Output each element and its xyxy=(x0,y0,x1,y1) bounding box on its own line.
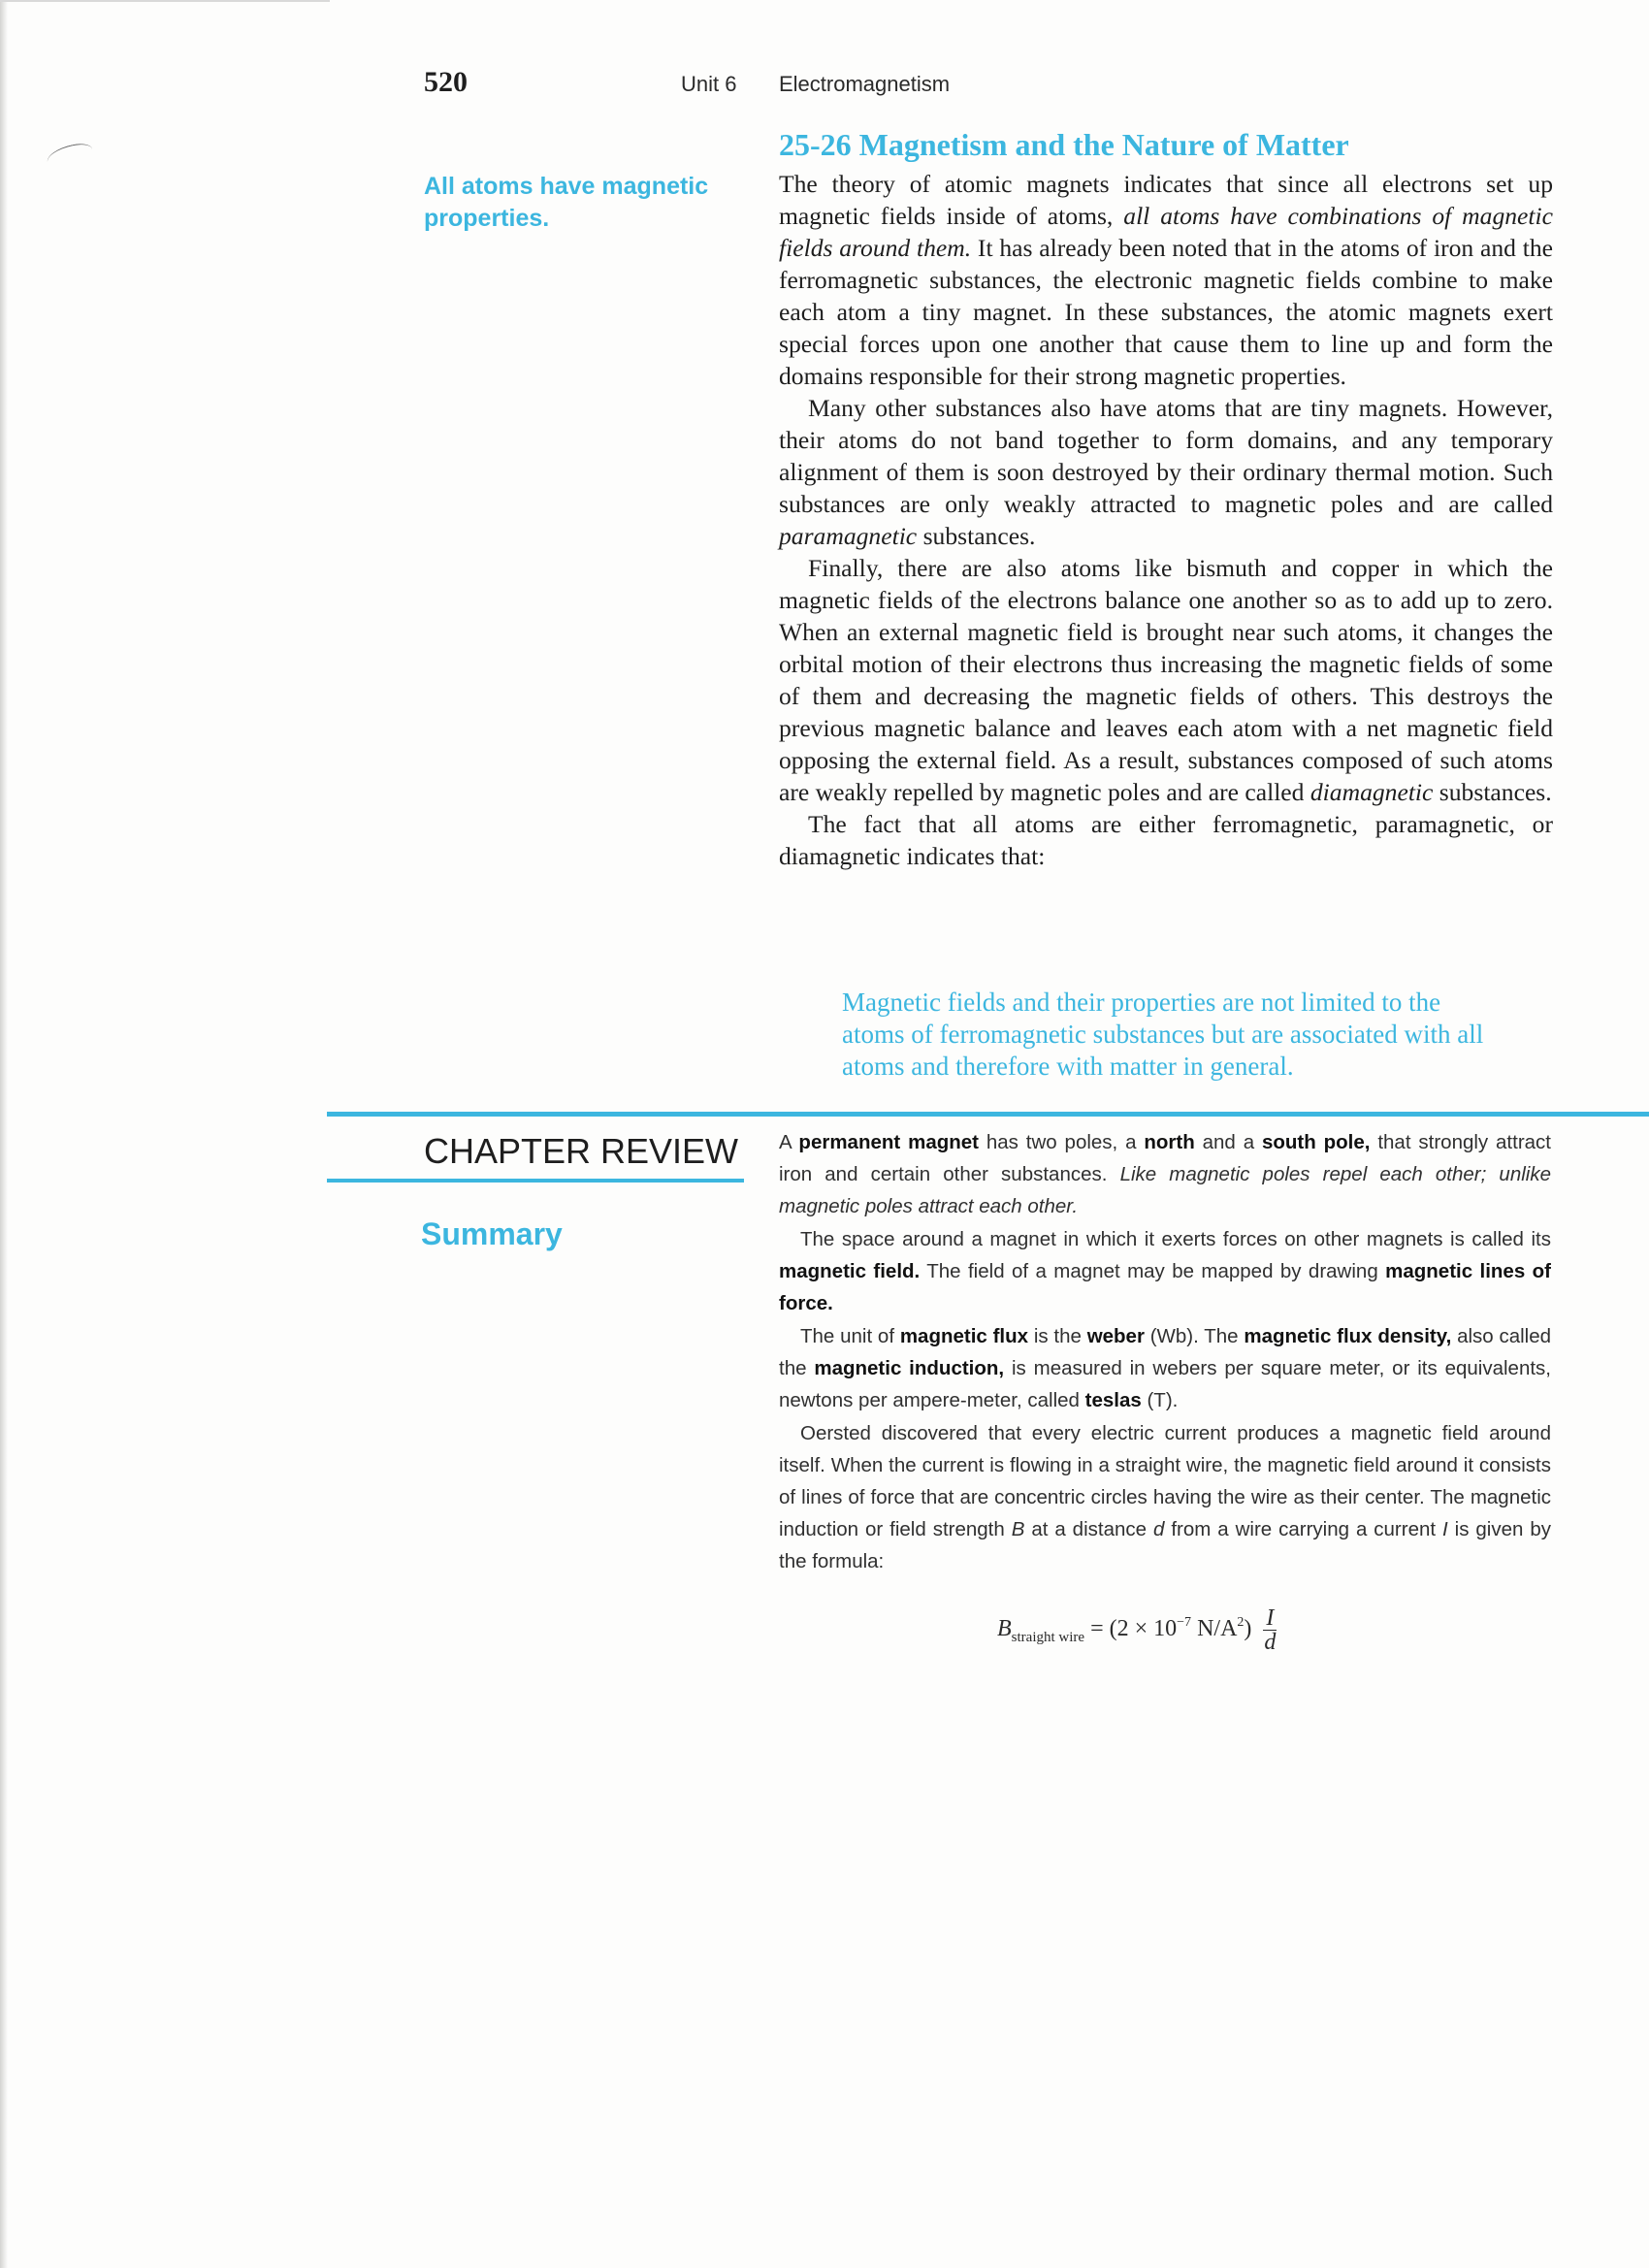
unit-title: Electromagnetism xyxy=(779,72,951,96)
bold-term: magnetic field. xyxy=(779,1260,921,1282)
text-run: Many other substances also have atoms that are tiny magnets. However, their atoms do not band together to form domains, and any temporary alignment of them is soon destroyed by their ordinary thermal motion. Such substances are only weakly attracted to magnetic poles and are called xyxy=(779,394,1553,518)
italic-text: Like magnetic poles repel each other; unlike magnetic poles attract each other. xyxy=(779,1163,1551,1217)
bold-term: weber xyxy=(1086,1325,1145,1347)
formula-units-exponent: 2 xyxy=(1237,1615,1245,1631)
text-run: (T). xyxy=(1141,1389,1179,1411)
summary-body xyxy=(779,1126,1551,1577)
section-heading: 25-26 Magnetism and the Nature of Matter xyxy=(779,127,1349,162)
text-run: The unit of xyxy=(800,1325,900,1347)
chapter-review-rule xyxy=(327,1112,1649,1117)
text-run: Oersted discovered that every electric current produces a magnetic field around itself. When the current is flowing in a straight wire, the magnetic field around it consists of lines of force that are concentric circles having the wire as their center. The magnetic induction or field strength xyxy=(779,1422,1551,1540)
text-run: that strongly attract iron and certain other substances. xyxy=(779,1131,1552,1185)
text-run: also called the xyxy=(779,1325,1552,1379)
italic-text: paramagnetic xyxy=(779,522,918,550)
formula-lhs-subscript: straight wire xyxy=(1011,1630,1085,1646)
text-run: and a xyxy=(1194,1131,1262,1153)
italic-text: B xyxy=(1011,1518,1025,1540)
chapter-review-underline xyxy=(327,1179,744,1183)
summary-paragraph xyxy=(779,1417,1551,1577)
text-run: The fact that all atoms are either ferromagnetic, paramagnetic, or diamagnetic indicates that: xyxy=(779,810,1553,870)
bold-term: north xyxy=(1144,1131,1195,1153)
margin-note: All atoms have magnetic properties. xyxy=(424,173,709,232)
text-run: The theory of atomic magnets indicates that since all electrons set up magnetic fields inside of atoms, xyxy=(779,170,1553,230)
section-body xyxy=(779,168,1553,872)
formula-equals: = xyxy=(1090,1616,1104,1642)
body-paragraph xyxy=(779,168,1553,392)
page-edge-shadow xyxy=(0,0,8,2268)
italic-text: d xyxy=(1152,1518,1165,1540)
unit-label: Unit 6 xyxy=(681,72,737,96)
formula-close: ) xyxy=(1244,1616,1252,1642)
bold-term: magnetic flux xyxy=(899,1325,1029,1347)
chapter-review-heading: CHAPTER REVIEW xyxy=(424,1131,739,1171)
text-run: is measured in webers per square meter, or its equivalents, newtons per ampere-meter, called xyxy=(779,1357,1551,1411)
text-run: A xyxy=(779,1131,799,1153)
formula-fraction xyxy=(1263,1606,1277,1654)
text-run: from a wire carrying a current xyxy=(1164,1518,1443,1540)
bold-term: magnetic induction, xyxy=(814,1357,1005,1379)
summary-paragraph xyxy=(779,1126,1551,1222)
formula-constant: (2 × 10 xyxy=(1109,1616,1178,1642)
body-paragraph xyxy=(779,552,1553,808)
summary-paragraph xyxy=(779,1223,1551,1319)
text-run: (Wb). The xyxy=(1144,1325,1245,1347)
bold-term: magnetic flux density, xyxy=(1244,1325,1452,1347)
formula-units: N/A xyxy=(1191,1616,1238,1642)
text-run: is given by the formula: xyxy=(779,1518,1551,1572)
bold-term: south pole, xyxy=(1261,1131,1371,1153)
pencil-mark xyxy=(45,141,94,171)
formula-lhs: B xyxy=(997,1616,1012,1642)
bold-term: teslas xyxy=(1084,1389,1142,1411)
formula-exponent: −7 xyxy=(1177,1615,1192,1631)
italic-text: diamagnetic xyxy=(1310,778,1434,806)
straight-wire-formula xyxy=(997,1606,1277,1654)
text-run: substances. xyxy=(917,522,1036,550)
text-run: is the xyxy=(1028,1325,1087,1347)
summary-heading: Summary xyxy=(421,1216,563,1251)
italic-text: I xyxy=(1442,1518,1448,1540)
page-number: 520 xyxy=(424,66,468,98)
italic-text: all atoms have combinations of magnetic fields around them. xyxy=(779,202,1553,262)
formula-denominator: d xyxy=(1264,1630,1277,1655)
text-run: has two poles, a xyxy=(979,1131,1145,1153)
formula-numerator: I xyxy=(1263,1606,1277,1631)
body-paragraph xyxy=(779,808,1553,872)
text-run: Finally, there are also atoms like bismuth and copper in which the magnetic fields of the electrons balance one another so as to add up to zero. When an external magnetic field is brought near such atoms, it changes the orbital motion of their electrons thus increasing the magnetic fields of some of them and decreasing the magnetic fields of others. This destroys the previous magnetic balance and leaves each atom with a net magnetic field opposing the external field. As a result, substances composed of such atoms are weakly repelled by magnetic poles and are called xyxy=(779,554,1553,806)
text-run: The space around a magnet in which it exerts forces on other magnets is called its xyxy=(800,1228,1551,1250)
body-paragraph xyxy=(779,392,1553,552)
summary-paragraph xyxy=(779,1320,1551,1416)
text-run: The field of a magnet may be mapped by drawing xyxy=(920,1260,1386,1282)
scan-top-line xyxy=(0,0,330,2)
text-run: substances. xyxy=(1433,778,1552,806)
bold-term: magnetic lines of force. xyxy=(779,1260,1551,1314)
bold-term: permanent magnet xyxy=(798,1131,979,1153)
key-statement: Magnetic fields and their properties are not limited to the atoms of ferromagnetic substances but are associated with all atoms and therefore with matter in general. xyxy=(842,988,1484,1081)
text-run: It has already been noted that in the atoms of iron and the ferromagnetic substances, the electronic magnetic fields combine to make each atom a tiny magnet. In these substances, the atomic magnets exert special forces upon one another that cause them to line up and form the domains responsible for their strong magnetic properties. xyxy=(779,234,1553,390)
text-run: at a distance xyxy=(1024,1518,1153,1540)
